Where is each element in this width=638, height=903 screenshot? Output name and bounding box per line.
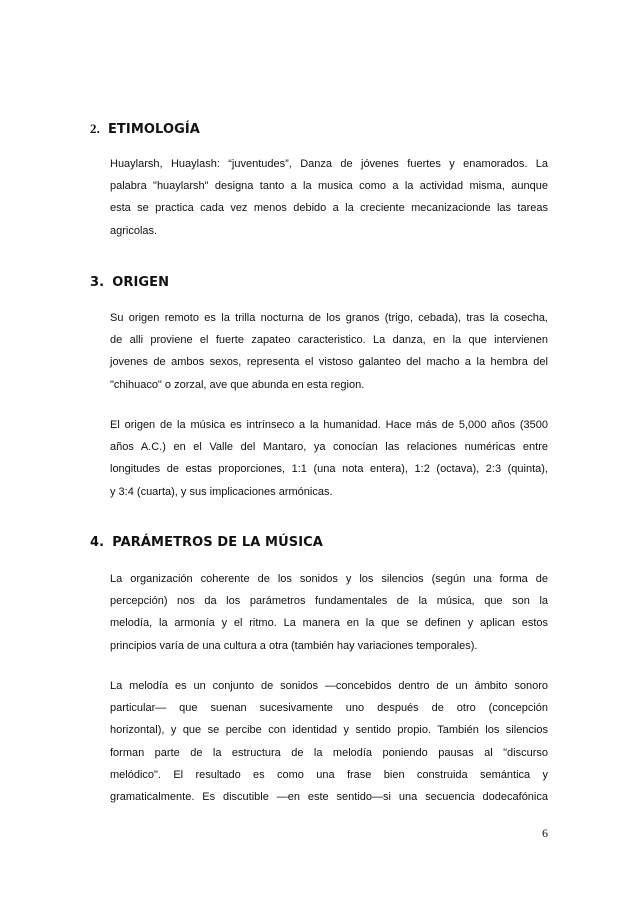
text-line: horizontal), y que se percibe con identidad y sentido propio. También los silencios [110, 724, 548, 737]
section-title: ETIMOLOGÍA [107, 122, 200, 137]
text-line: años A.C.) en el Valle del Mantaro, ya conocían las relaciones numéricas entre [110, 441, 548, 454]
text-line: y 3:4 (cuarta), y sus implicaciones armónicas. [110, 485, 333, 498]
section-heading-origen [90, 275, 169, 290]
text-line: Huaylarsh, Huaylash: “juventudes”, Danza de jóvenes fuertes y enamorados. La [110, 158, 548, 170]
text-line: palabra "huaylarsh" designa tanto a la musica como a la actividad misma, aunque [110, 180, 548, 193]
section-number: 3. [90, 275, 105, 290]
paragraph-parametros-2 [110, 675, 548, 808]
text-line: La organización coherente de los sonidos y los silencios (según una forma de [110, 573, 548, 585]
paragraph-origen-1 [110, 307, 548, 396]
text-line: forman parte de la estructura de la melodía poniendo pausas al "discurso [110, 746, 548, 759]
text-line: principios varía de una cultura a otra (también hay variaciones temporales). [110, 639, 478, 652]
text-line: jovenes de ambos sexos, representa el vistoso galanteo del macho a la hembra del [110, 356, 548, 369]
section-number: 4. [90, 535, 105, 550]
text-line: de alli proviene el fuerte zapateo caracteristico. La danza, en la que intervienen [110, 334, 548, 347]
section-heading-parametros [90, 535, 323, 550]
section-heading-etimologia [90, 121, 200, 137]
paragraph-etimologia [110, 153, 548, 242]
text-line: El origen de la música es intrínseco a la humanidad. Hace más de 5,000 años (3500 [110, 419, 548, 431]
text-line: percepción) nos da los parámetros fundamentales de la música, que son la [110, 595, 548, 608]
text-line: melódico". El resultado es como una frase bien construida semántica y [110, 768, 548, 781]
text-line: esta se practica cada vez menos debido a la creciente mecanizacionde las tareas [110, 202, 548, 215]
section-number: 2. [90, 121, 100, 136]
section-title: ORIGEN [112, 275, 170, 290]
paragraph-parametros-1 [110, 568, 548, 657]
page-number: 6 [542, 826, 548, 840]
text-line: gramaticalmente. Es discutible —en este sentido—si una secuencia dodecafónica [110, 791, 548, 804]
text-line: longitudes de estas proporciones, 1:1 (una nota entera), 1:2 (octava), 2:3 (quinta), [110, 463, 548, 476]
text-line: La melodía es un conjunto de sonidos —concebidos dentro de un ámbito sonoro [110, 680, 548, 692]
paragraph-origen-2 [110, 414, 548, 503]
text-line: "chihuaco" o zorzal, ave que abunda en esta region. [110, 378, 365, 391]
section-title: PARÁMETROS DE LA MÚSICA [112, 535, 323, 550]
text-line: melodía, la armonía y el ritmo. La manera en la que se definen y aplican estos [110, 617, 548, 630]
text-line: particular— que suenan sucesivamente uno después de otro (concepción [110, 702, 548, 715]
text-line: agricolas. [110, 224, 158, 237]
text-line: Su origen remoto es la trilla nocturna de los granos (trigo, cebada), tras la cosecha, [110, 312, 548, 324]
